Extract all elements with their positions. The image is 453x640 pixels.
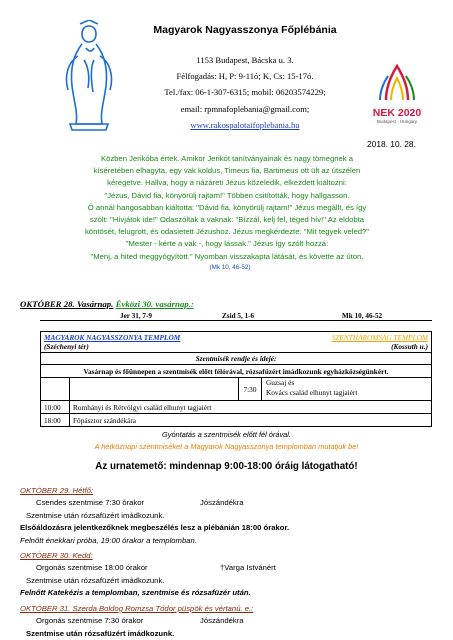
table-row — [41, 353, 432, 365]
gospel-line: "Menj, a hited meggyógyított." Nyomban visszakapta látását, és követte az úton. — [90, 251, 364, 261]
mass-schedule-table — [40, 331, 432, 427]
gospel-line: köntösét, felugrott, és odasietett Jézushoz. Jézus megkérdezte: "Mit tegyek veled?" — [84, 227, 370, 237]
confession-note: Gyóntatás a szentmisék előtt fél órával. — [162, 430, 291, 439]
sunday-name: Évközi 30. vasárnap.: — [115, 299, 194, 309]
nek-title: NEK 2020 — [372, 107, 422, 119]
table-row — [41, 365, 432, 378]
nek-emblem-icon — [366, 64, 428, 104]
after-mass: Szentmise után rózsafüzért imádkozunk. — [26, 628, 175, 638]
top-rule — [40, 320, 432, 321]
left-church-name: MAGYAROK NAGYASSZONYA TEMPLOM — [44, 333, 181, 342]
nek-logo — [366, 64, 428, 124]
day-title: OKTÓBER 30. Kedd: — [20, 551, 93, 560]
gospel-text — [20, 153, 434, 263]
table-row — [41, 378, 432, 401]
gospel-line: kéregetve. Hallva, hogy a názáreti Jézus közeledik, elkezdett kiáltozni: — [107, 178, 347, 188]
table-row — [41, 332, 432, 353]
day-tuesday — [20, 550, 440, 600]
mass-time: 7:30 — [239, 378, 262, 400]
mass-intention: Romhányi és Rétvölgyi család elhunyt tagjaiért — [70, 401, 432, 414]
after-mass: Szentmise után rózsafüzért imádkozunk. — [26, 575, 165, 585]
right-church-sub: (Kossuth u.) — [391, 342, 428, 351]
mass-intention: †Varga Istvánért — [220, 563, 276, 573]
rosary-notice: Vasárnap és főünnepen a szentmisék előtt félórával, rózsafüzért imádkozunk egyházközségünkért. — [41, 365, 432, 378]
gospel-line: Ő annál hangosabban kiáltotta: "Dávid fia, könyörülj rajtam!" Jézus megállt, és így — [87, 202, 367, 212]
mass-intention: Főpásztor szándékára — [70, 414, 432, 427]
church-address: 1153 Budapest, Bácska u. 3. — [196, 55, 294, 65]
mass-time: 18:00 — [41, 414, 70, 427]
day-announcement: Elsőáldozásra jelentkezőknek megbeszélés lesz a plébánián 18:00 órakor. — [20, 523, 290, 533]
mass-line: Orgonás szentmise 7:30 órakor — [36, 616, 144, 626]
weekday-note: A hétköznapi szentmiséket a Magyarok Nagyasszonya templomban mutatjuk be! — [94, 442, 359, 451]
office-hours: Félfogadás: H, P: 9-11ó; K, Cs: 15-17ó. — [176, 71, 314, 82]
table-row — [41, 401, 432, 414]
day-title: OKTÓBER 31. Szerda Boldog Romzsa Tódor püspök és vértanú. e.: — [20, 604, 254, 613]
mass-line: Csendes szentmise 7:30 órakor — [36, 498, 145, 508]
church-name: Magyarok Nagyasszonya Főplébánia — [153, 24, 337, 36]
gospel-line: "Jézus, Dávid fia, könyörülj rajtam!" Többen csitították, hogy hallgasson. — [104, 190, 350, 200]
mass-time: 10:00 — [41, 401, 70, 414]
sunday-heading — [20, 299, 194, 309]
mass-intention: Jószándékra — [200, 498, 244, 508]
mass-intention: Jószándékra — [200, 616, 244, 626]
parish-logo — [58, 20, 120, 132]
phone-line: Tel./fax: 06-1-307-6315; mobil: 06203574229; — [164, 87, 326, 98]
day-title: OKTÓBER 29. Hétfő: — [20, 486, 94, 495]
urn-cemetery-note: Az urnatemető: mindennap 9:00-18:00 óráig látogatható! — [95, 461, 358, 472]
left-church-sub: (Széchenyi tér) — [44, 342, 89, 351]
day-announcement: Felnőtt énekkari próba, 19:00 órakor a templomban. — [20, 535, 197, 545]
right-church-name: SZENTHÁROMSÁG TEMPLOM — [331, 333, 428, 342]
website-link[interactable]: www.rakospalotaifoplebania.hu — [190, 119, 300, 130]
day-wednesday — [20, 603, 440, 640]
gospel-line: Közben Jerikóba értek. Amikor Jerikót tanítványainak és nagy tömegnek a — [100, 154, 354, 163]
gospel-line: "Mester - kérte a vak -, hogy lássak." Jézus így szólt hozzá: — [125, 239, 329, 249]
bulletin-date: 2018. 10. 28. — [367, 139, 416, 149]
gospel-line: szólt: "Hívjátok ide!" Odaszóltak a vaknak: "Bízzál, kelj fel, téged hív!" Az eldobta — [89, 215, 365, 225]
mass-intention: Guzsaj és — [266, 378, 295, 387]
reading-2: Zsid 5, 1-6 — [222, 312, 255, 320]
after-mass: Szentmise után rózsafüzért imádkozunk. — [26, 510, 165, 520]
schedule-heading: Szentmisék rendje és idejé: — [41, 353, 432, 365]
reading-1: Jer 31, 7-9 — [120, 312, 153, 320]
day-monday — [20, 485, 440, 547]
sunday-date: OKTÓBER 28. Vasárnap. — [20, 299, 114, 309]
mass-line: Orgonás szentmise 18:00 órakor — [36, 563, 148, 573]
day-announcement: Felnőtt Katekézis a templomban, szentmise és rózsafüzér után. — [20, 588, 251, 598]
email-line: email: rpmnafoplebania@gmail.com; — [180, 103, 310, 114]
gospel-reference: (Mk 10, 46-52) — [209, 264, 251, 271]
reading-3: Mk 10, 46-52 — [342, 312, 383, 320]
mass-intention: Kovács család elhunyt tagjaiért — [266, 388, 358, 397]
nek-subtitle: Budapest · Hungary — [376, 119, 418, 124]
gospel-line: kíséretében elhagyta, egy vak koldus, Timeus fia, Bartimeus ott ült az útszélen — [93, 166, 361, 176]
table-row — [41, 414, 432, 427]
